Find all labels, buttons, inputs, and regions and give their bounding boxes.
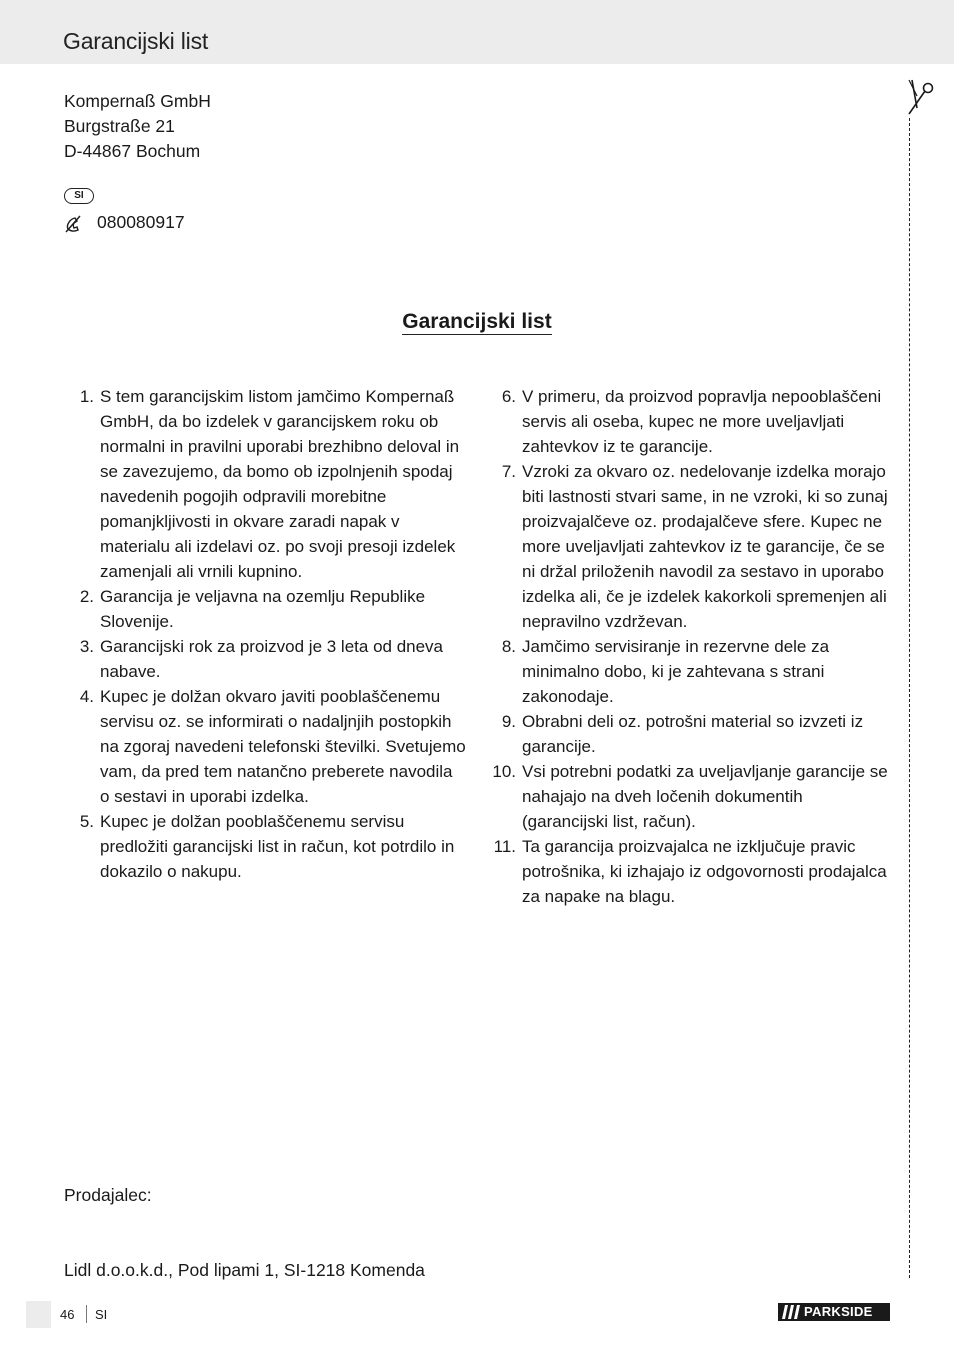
cut-line <box>909 118 910 1278</box>
address-line-street: Burgstraße 21 <box>64 116 175 136</box>
item-text: Obrabni deli oz. potrošni material so izvzeti iz garancije. <box>522 712 864 756</box>
brand-logo <box>778 1303 890 1321</box>
list-item <box>486 459 890 634</box>
list-item <box>486 384 890 459</box>
address-line-city: D-44867 Bochum <box>64 141 201 161</box>
section-title <box>0 310 954 334</box>
item-text: Vzroki za okvaro oz. nedelovanje izdelka morajo biti lastnosti stvari same, in ne vzroki, ki so zunaj proizvajalčeve oz. prodajalčeve sfere. Kupec ne more uveljavljati zahtevkov iz te garancije, če se ni držal priloženih navodil za sestavo in uporabo izdelka ali, če je izdelek kakorkoli spremenjen ali nepravilno vzdrževan. <box>522 462 888 631</box>
footer-marker <box>26 1301 51 1328</box>
conditions-column-left <box>64 384 466 884</box>
footer-language: SI <box>95 1307 108 1322</box>
item-number: 9. <box>501 712 516 731</box>
scissors-icon <box>906 78 934 116</box>
list-item <box>64 584 466 634</box>
item-number: 5. <box>79 812 94 831</box>
page-title: Garancijski list <box>63 28 209 54</box>
item-number: 7. <box>501 462 516 481</box>
item-text: Garancijski rok za proizvod je 3 leta od dneva nabave. <box>100 637 444 681</box>
list-item <box>64 384 466 584</box>
conditions-column-right <box>486 384 890 909</box>
item-text: Vsi potrebni podatki za uveljavljanje garancije se nahajajo na dveh ločenih dokumentih (garancijski list, račun). <box>522 762 888 831</box>
seller-address: Lidl d.o.o.k.d., Pod lipami 1, SI-1218 Komenda <box>64 1260 425 1280</box>
item-number: 8. <box>501 637 516 656</box>
brand-name: PARKSIDE <box>804 1304 873 1319</box>
phone-icon <box>64 215 82 233</box>
item-number: 6. <box>501 387 516 406</box>
item-number: 1. <box>79 387 94 406</box>
footer-divider <box>86 1305 87 1323</box>
item-text: Kupec je dolžan okvaro javiti pooblaščenemu servisu oz. se informirati o nadaljnjih postopkih na zgoraj navedeni telefonski številki. Svetujemo vam, da pred tem natančno preberete navodila o sestavi in uporabi izdelka. <box>100 687 466 806</box>
list-item <box>64 809 466 884</box>
manufacturer-address <box>64 89 211 164</box>
section-title-text: Garancijski list <box>402 310 552 333</box>
country-badge: SI <box>64 188 94 204</box>
item-text: V primeru, da proizvod popravlja nepooblaščeni servis ali oseba, kupec ne more uveljavljati zahtevkov iz te garancije. <box>522 387 882 456</box>
item-text: Ta garancija proizvajalca ne izključuje pravic potrošnika, ki izhajajo iz odgovornosti prodajalca za napake na blagu. <box>522 837 887 906</box>
address-line-company: Kompernaß GmbH <box>64 91 211 111</box>
phone-number: 080080917 <box>97 212 185 232</box>
list-item <box>64 684 466 809</box>
list-item <box>486 709 890 759</box>
item-number: 4. <box>79 687 94 706</box>
item-text: Kupec je dolžan pooblaščenemu servisu predložiti garancijski list in račun, kot potrdilo in dokazilo o nakupu. <box>100 812 455 881</box>
item-text: S tem garancijskim listom jamčimo Kompernaß GmbH, da bo izdelek v garancijskem roku ob normalni in pravilni uporabi brezhibno deloval in se zavezujemo, da bomo ob izpolnjenih spodaj navedenih pogojih odpravili morebitne pomanjkljivosti in okvare zaradi napak v materialu ali izdelavi oz. po svoji presoji izdelek zamenjali ali vrnili kupnino. <box>100 387 460 581</box>
item-number: 10. <box>492 762 516 781</box>
page-number: 46 <box>60 1307 75 1322</box>
list-item <box>486 634 890 709</box>
brand-stripes-icon <box>780 1303 804 1321</box>
list-item <box>64 634 466 684</box>
item-text: Jamčimo servisiranje in rezervne dele za minimalno dobo, ki je zahtevana s strani zakonodaje. <box>522 637 830 706</box>
item-number: 2. <box>79 587 94 606</box>
item-text: Garancija je veljavna na ozemlju Republike Slovenije. <box>100 587 426 631</box>
item-number: 11. <box>493 837 516 856</box>
list-item <box>486 834 890 909</box>
item-number: 3. <box>79 637 94 656</box>
list-item <box>486 759 890 834</box>
seller-label: Prodajalec: <box>64 1185 152 1205</box>
